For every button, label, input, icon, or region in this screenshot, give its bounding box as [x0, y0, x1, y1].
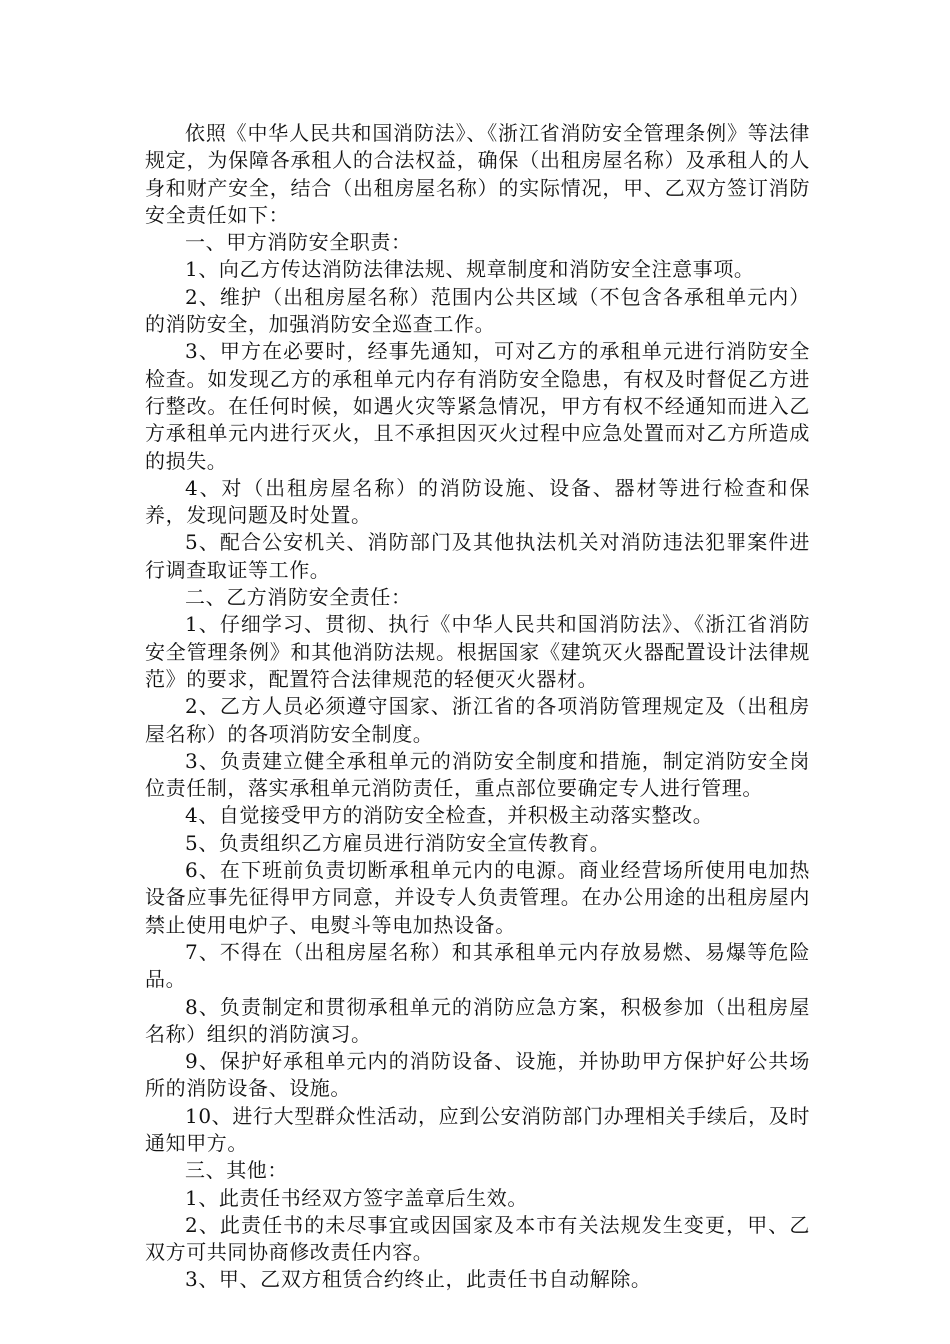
party-b-duty-item: 7、不得在（出租房屋名称）和其承租单元内存放易燃、易爆等危险品。: [145, 939, 810, 992]
other-item: 2、此责任书的未尽事宜或因国家及本市有关法规发生变更，甲、乙双方可共同协商修改责任内容。: [145, 1212, 810, 1265]
party-b-duty-item: 8、负责制定和贯彻承租单元的消防应急方案，积极参加（出租房屋名称）组织的消防演习。: [145, 994, 810, 1046]
section-heading-other: 三、其他：: [185, 1158, 288, 1183]
party-a-duty-item: 1、向乙方传达消防法律法规、规章制度和消防安全注意事项。: [185, 257, 755, 282]
party-b-duty-item: 3、负责建立健全承租单元的消防安全制度和措施，制定消防安全岗位责任制，落实承租单元消防责任，重点部位要确定专人进行管理。: [145, 748, 810, 801]
party-b-duty-item: 6、在下班前负责切断承租单元内的电源。商业经营场所使用电加热设备应事先征得甲方同意，并设专人负责管理。在办公用途的出租房屋内禁止使用电炉子、电熨斗等电加热设备。: [145, 858, 810, 937]
section-heading-party-a: 一、甲方消防安全职责：: [185, 230, 412, 255]
party-b-duty-item: 10、进行大型群众性活动，应到公安消防部门办理相关手续后，及时通知甲方。: [145, 1103, 810, 1155]
party-a-duty-item: 4、对（出租房屋名称）的消防设施、设备、器材等进行检查和保养，发现问题及时处置。: [145, 475, 810, 528]
party-b-duty-item: 5、负责组织乙方雇员进行消防安全宣传教育。: [185, 830, 611, 855]
section-heading-party-b: 二、乙方消防安全责任：: [185, 585, 412, 610]
party-b-duty-item: 1、仔细学习、贯彻、执行《中华人民共和国消防法》、《浙江省消防安全管理条例》和其他消防法规。根据国家《建筑灭火器配置设计法律规范》的要求，配置符合法律规范的轻便灭火器材。: [145, 612, 810, 691]
other-item: 3、甲、乙双方租赁合约终止，此责任书自动解除。: [185, 1267, 652, 1292]
intro-paragraph: 依照《中华人民共和国消防法》、《浙江省消防安全管理条例》等法律规定，为保障各承租人的合法权益，确保（出租房屋名称）及承租人的人身和财产安全，结合（出租房屋名称）的实际情况，甲、乙双方签订消防安全责任如下：: [145, 121, 810, 227]
party-b-duty-item: 4、自觉接受甲方的消防安全检查，并积极主动落实整改。: [185, 803, 714, 828]
party-a-duty-item: 3、甲方在必要时，经事先通知，可对乙方的承租单元进行消防安全检查。如发现乙方的承租单元内存有消防安全隐患，有权及时督促乙方进行整改。在任何时候，如遇火灾等紧急情况，甲方有权不经通知而进入乙方承租单元内进行灭火，且不承担因灭火过程中应急处置而对乙方所造成的损失。: [145, 339, 810, 473]
party-b-duty-item: 9、保护好承租单元内的消防设备、设施，并协助甲方保护好公共场所的消防设备、设施。: [145, 1049, 810, 1101]
other-item: 1、此责任书经双方签字盖章后生效。: [185, 1185, 528, 1210]
party-a-duty-item: 2、维护（出租房屋名称）范围内公共区域（不包含各承租单元内）的消防安全，加强消防安全巡查工作。: [145, 284, 810, 337]
document-body: [145, 120, 810, 1294]
party-b-duty-item: 2、乙方人员必须遵守国家、浙江省的各项消防管理规定及（出租房屋名称）的各项消防安全制度。: [145, 694, 810, 746]
party-a-duty-item: 5、配合公安机关、消防部门及其他执法机关对消防违法犯罪案件进行调查取证等工作。: [145, 530, 810, 582]
